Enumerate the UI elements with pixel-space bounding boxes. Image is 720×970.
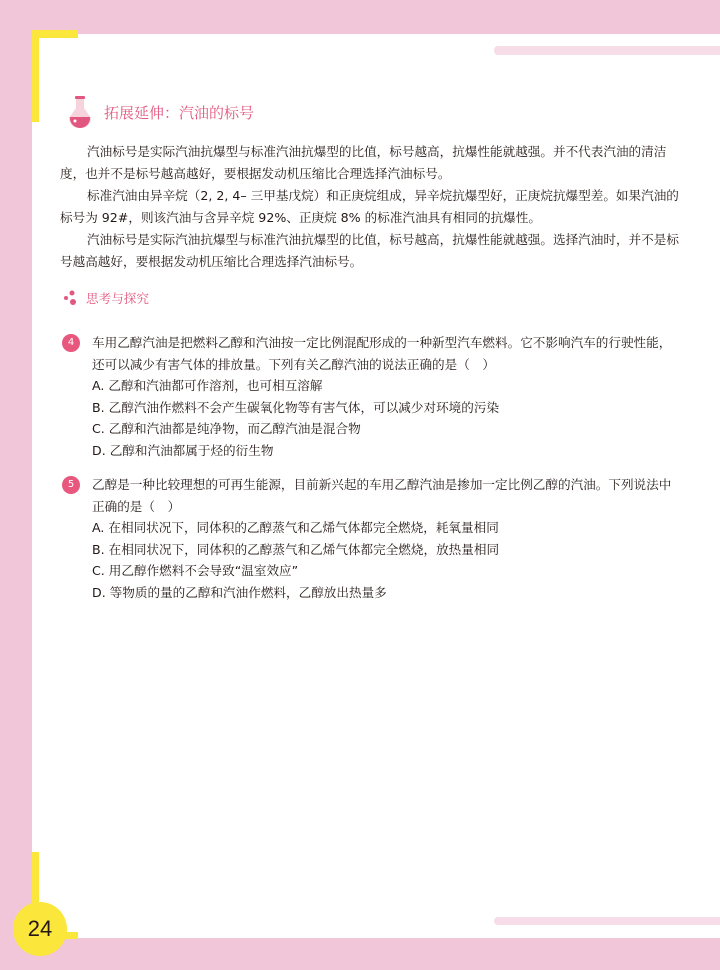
section-heading bbox=[64, 94, 254, 130]
option-b: B. 在相同状况下，同体积的乙醇蒸气和乙烯气体都完全燃烧，放热量相同 bbox=[92, 541, 500, 557]
page-number: 24 bbox=[13, 902, 67, 956]
option-c: C. 用乙醇作燃料不会导致“温室效应” bbox=[92, 563, 299, 578]
corner-decoration-top-vertical bbox=[32, 30, 39, 122]
top-stripe bbox=[494, 46, 720, 55]
flask-icon bbox=[64, 94, 96, 130]
question-number: 4 bbox=[62, 334, 80, 352]
option-b: B. 乙醇汽油作燃料不会产生碳氧化物等有害气体，可以减少对环境的污染 bbox=[92, 399, 500, 415]
dots-icon bbox=[62, 290, 78, 306]
option-a: A. 在相同状况下，同体积的乙醇蒸气和乙烯气体都完全燃烧，耗氧量相同 bbox=[92, 520, 499, 535]
question-4 bbox=[62, 332, 682, 461]
question-text: 乙醇是一种比较理想的可再生能源，目前新兴起的车用乙醇汽油是掺加一定比例乙醇的汽油。下列说法中正确的是（ ） bbox=[92, 477, 672, 514]
question-number: 5 bbox=[62, 476, 80, 494]
paragraph-2: 标准汽油由异辛烷（2, 2, 4– 三甲基戊烷）和正庚烷组成，异辛烷抗爆型好，正庚烷抗爆型差。如果汽油的标号为 92#，则该汽油与含异辛烷 92%、正庚烷 8% 的标准汽油具有相同的抗爆性。 bbox=[60, 188, 679, 225]
option-c: C. 乙醇和汽油都是纯净物，而乙醇汽油是混合物 bbox=[92, 421, 361, 436]
section-title: 拓展延伸：汽油的标号 bbox=[104, 103, 255, 122]
question-text: 车用乙醇汽油是把燃料乙醇和汽油按一定比例混配形成的一种新型汽车燃料。它不影响汽车的行驶性能，还可以减少有害气体的排放量。下列有关乙醇汽油的说法正确的是（ ） bbox=[92, 335, 672, 372]
subsection-heading bbox=[62, 288, 149, 307]
option-a: A. 乙醇和汽油都可作溶剂，也可相互溶解 bbox=[92, 378, 323, 393]
option-d: D. 等物质的量的乙醇和汽油作燃料，乙醇放出热量多 bbox=[92, 584, 387, 600]
paragraph-1: 汽油标号是实际汽油抗爆型与标准汽油抗爆型的比值，标号越高，抗爆性能就越强。并不代表汽油的清洁度，也并不是标号越高越好，要根据发动机压缩比合理选择汽油标号。 bbox=[60, 144, 667, 181]
subsection-title: 思考与探究 bbox=[86, 291, 149, 306]
question-5 bbox=[62, 474, 682, 603]
paragraph-3: 汽油标号是实际汽油抗爆型与标准汽油抗爆型的比值，标号越高，抗爆性能就越强。选择汽油时，并不是标号越高越好，要根据发动机压缩比合理选择汽油标号。 bbox=[60, 232, 679, 269]
option-d: D. 乙醇和汽油都属于烃的衍生物 bbox=[92, 442, 274, 458]
bottom-stripe bbox=[494, 917, 720, 925]
